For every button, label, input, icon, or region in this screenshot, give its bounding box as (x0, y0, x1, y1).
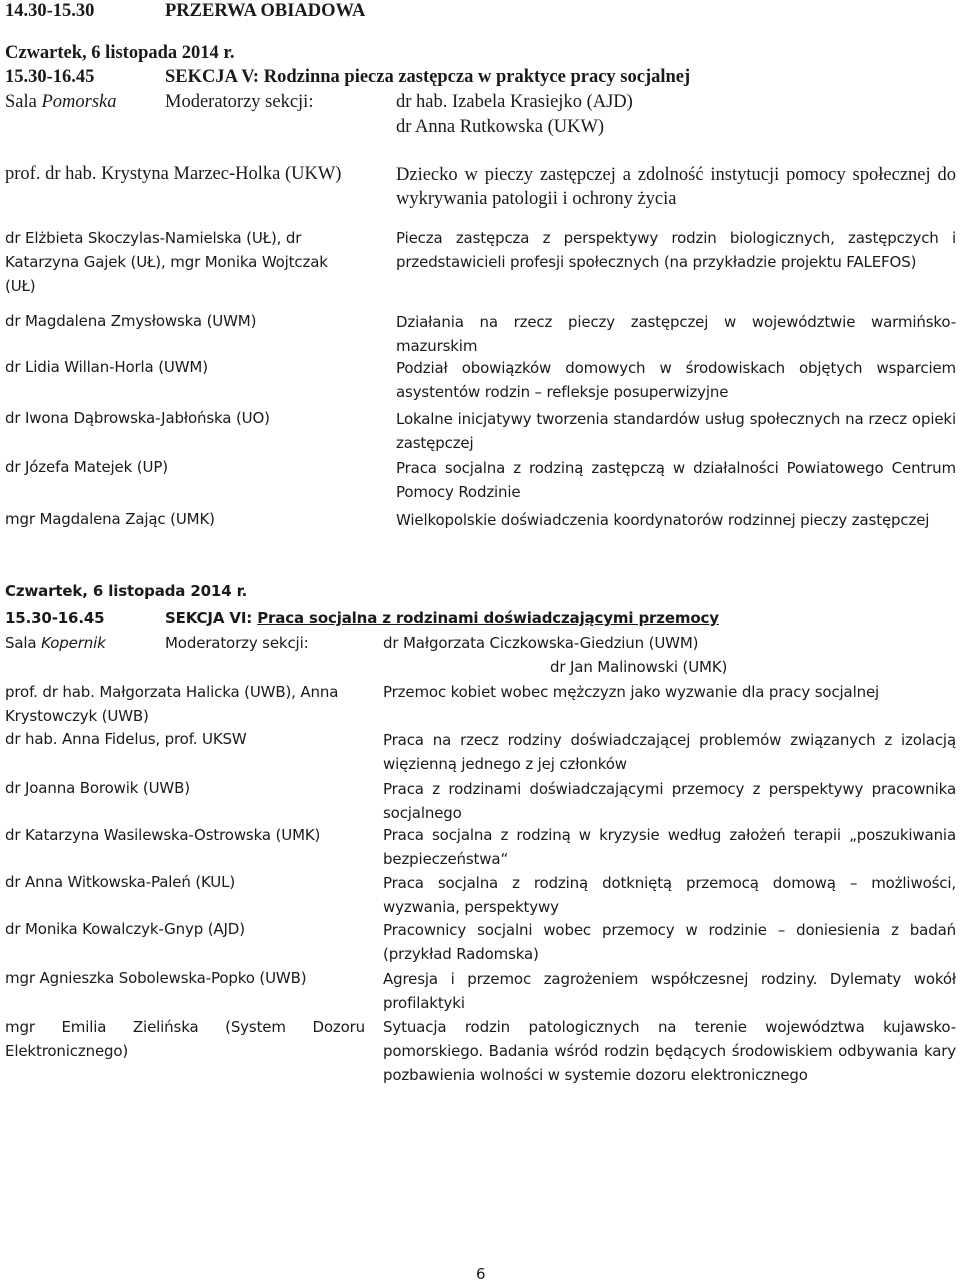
talk-title: Praca socjalna z rodziną dotkniętą przemocą domową – możliwości, wyzwania, perspektywy (383, 874, 956, 916)
talk-title: Sytuacja rodzin patologicznych na terenie województwa kujawsko-pomorskiego. Badania wśród rodzin będących środowiskiem odbywania kary pozbawienia wolności w systemie dozoru elektronicznego (383, 1018, 956, 1084)
talk-title: Wielkopolskie doświadczenia koordynatorów rodzinnej pieczy zastępczej (396, 511, 930, 529)
talk-title: Praca socjalna z rodziną w kryzysie według założeń terapii „poszukiwania bezpieczeństwa“ (383, 826, 956, 868)
section-topic: Praca socjalna z rodzinami doświadczającymi przemocy (257, 609, 719, 627)
section6-time: 15.30-16.45 (5, 609, 105, 627)
talk-title: Piecza zastępcza z perspektywy rodzin biologicznych, zastępczych i przedstawicieli profesji społecznych (na przykładzie projektu FALEFOS) (396, 229, 956, 271)
talk-title: Lokalne inicjatywy tworzenia standardów usług społecznych na rzecz opieki zastępczej (396, 410, 956, 452)
talk-title: Agresja i przemoc zagrożeniem współczesnej rodziny. Dylematy wokół profilaktyki (383, 970, 956, 1012)
section5-title: SEKCJA V: Rodzinna piecza zastępcza w praktyce pracy socjalnej (165, 67, 691, 87)
section5-time: 15.30-16.45 (5, 67, 95, 87)
section6-title (165, 607, 719, 629)
talk-speaker: mgr Emilia Zielińska (System Dozoru Elektronicznego) (5, 1018, 365, 1060)
section5-moderator: dr hab. Izabela Krasiejko (AJD) (396, 92, 633, 112)
talk-speaker: prof. dr hab. Małgorzata Halicka (UWB), Anna Krystowczyk (UWB) (5, 683, 339, 725)
talk-speaker: dr Lidia Willan-Horla (UWM) (5, 358, 208, 376)
talk-speaker: mgr Magdalena Zając (UMK) (5, 510, 215, 528)
talk-speaker: dr hab. Anna Fidelus, prof. UKSW (5, 730, 247, 748)
section5-room (5, 91, 117, 113)
talk-speaker: dr Iwona Dąbrowska-Jabłońska (UO) (5, 409, 270, 427)
talk-speaker: mgr Agnieszka Sobolewska-Popko (UWB) (5, 969, 307, 987)
talk-speaker: prof. dr hab. Krystyna Marzec-Holka (UKW) (5, 164, 342, 184)
section5-moderator: dr Anna Rutkowska (UKW) (396, 117, 605, 137)
lunch-title: PRZERWA OBIADOWA (165, 1, 366, 21)
talk-speaker: dr Joanna Borowik (UWB) (5, 779, 190, 797)
section6-date: Czwartek, 6 listopada 2014 r. (5, 582, 248, 600)
talk-title: Praca socjalna z rodziną zastępczą w działalności Powiatowego Centrum Pomocy Rodzinie (396, 459, 956, 501)
talk-speaker: dr Elżbieta Skoczylas-Namielska (UŁ), dr Katarzyna Gajek (UŁ), mgr Monika Wojtczak (UŁ) (5, 229, 328, 295)
section5-date: Czwartek, 6 listopada 2014 r. (5, 43, 235, 63)
talk-title: Działania na rzecz pieczy zastępczej w województwie warmińsko-mazurskim (396, 313, 956, 355)
talk-speaker: dr Katarzyna Wasilewska-Ostrowska (UMK) (5, 826, 321, 844)
lunch-time: 14.30-15.30 (5, 1, 95, 21)
room-name: Kopernik (41, 634, 106, 652)
talk-title: Praca na rzecz rodziny doświadczającej problemów związanych z izolacją więzienną jednego z jej członków (383, 731, 956, 773)
talk-speaker: dr Magdalena Zmysłowska (UWM) (5, 312, 257, 330)
section6-room (5, 632, 106, 654)
section6-moderators-label: Moderatorzy sekcji: (165, 634, 309, 652)
talk-speaker: dr Monika Kowalczyk-Gnyp (AJD) (5, 920, 245, 938)
section-prefix: SEKCJA VI: (165, 609, 258, 627)
section6-moderator: dr Jan Malinowski (UMK) (550, 658, 728, 676)
room-name: Pomorska (41, 92, 117, 112)
talk-title: Dziecko w pieczy zastępczej a zdolność instytucji pomocy społecznej do wykrywania patologii i ochrony życia (396, 165, 956, 209)
talk-title: Podział obowiązków domowych w środowiskach objętych wsparciem asystentów rodzin – refleksje posuperwizyjne (396, 359, 956, 401)
section6-moderator: dr Małgorzata Ciczkowska-Giedziun (UWM) (383, 634, 699, 652)
section5-moderators-label: Moderatorzy sekcji: (165, 92, 314, 112)
talk-speaker: dr Anna Witkowska-Paleń (KUL) (5, 873, 236, 891)
talk-title: Praca z rodzinami doświadczającymi przemocy z perspektywy pracownika socjalnego (383, 780, 956, 822)
talk-title: Pracownicy socjalni wobec przemocy w rodzinie – doniesienia z badań (przykład Radomska) (383, 921, 956, 963)
room-prefix: Sala (5, 634, 42, 652)
talk-title: Przemoc kobiet wobec mężczyzn jako wyzwanie dla pracy socjalnej (383, 683, 880, 701)
talk-speaker: dr Józefa Matejek (UP) (5, 458, 168, 476)
room-prefix: Sala (5, 92, 42, 112)
page-number: 6 (476, 1265, 486, 1283)
